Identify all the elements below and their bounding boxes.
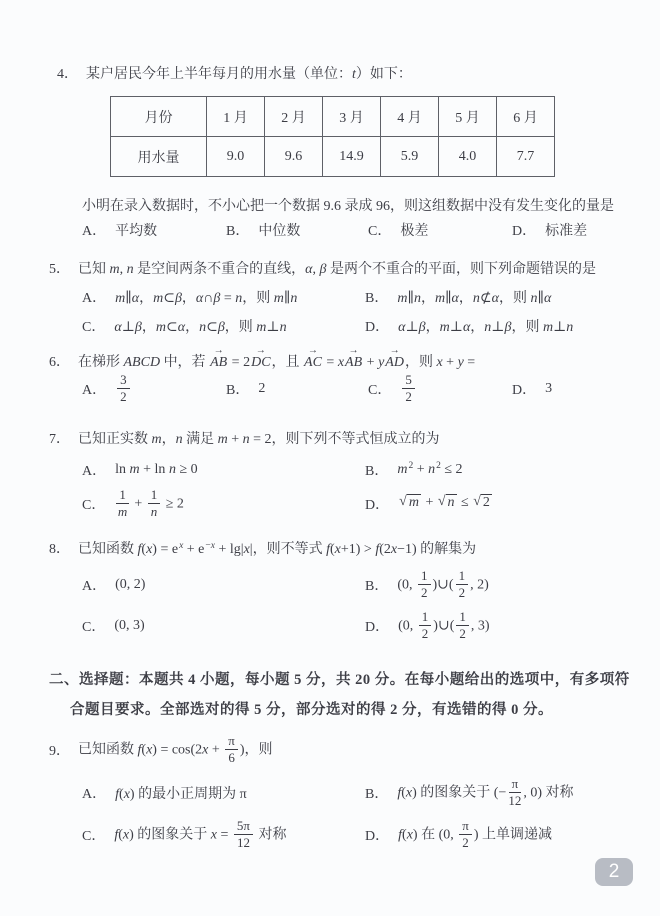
table-cell: 7.7: [497, 137, 555, 177]
option-c-text: $\frac{5}{2}$: [400, 374, 417, 404]
option-b: [365, 288, 551, 306]
question-7: [49, 428, 440, 448]
option-c-text: 极差: [400, 224, 429, 239]
question-7-options-row-1: [82, 461, 642, 479]
question-5-options-row-1: [82, 288, 642, 306]
option-d-text: (0, $\frac{1}{2}$ )∪( $\frac{1}{2}$ , 3): [398, 608, 490, 641]
option-c-label: C．: [368, 383, 392, 398]
option-d: [512, 370, 552, 408]
option-c: [82, 606, 145, 646]
option-c: [368, 221, 428, 239]
question-5: [49, 258, 596, 278]
question-6: [49, 351, 475, 371]
option-d-label: D．: [365, 620, 390, 635]
option-c-text: f(x) 的图象关于 x = $\frac{5\pi}{12}$ 对称: [114, 817, 287, 850]
option-d-label: D．: [512, 383, 537, 398]
option-d: [365, 317, 573, 335]
option-d-label: D．: [512, 224, 537, 239]
option-b: [365, 565, 489, 605]
option-a-label: A．: [82, 224, 107, 239]
table-cell: 6 月: [497, 97, 555, 137]
table-cell: 9.6: [265, 137, 323, 177]
question-4-number: 4．: [57, 67, 78, 82]
option-d-label: D．: [365, 498, 390, 513]
option-a: [82, 565, 145, 605]
question-6-stem: 在梯形 ABCD 中，若 → AB = 2→ DC，且 → AC = x→ AB + y→ AD，则 x + y =: [78, 351, 475, 371]
option-b-text: $m^2 + n^2 \le 2$: [397, 460, 463, 477]
table-cell: 1 月: [207, 97, 265, 137]
option-a: [82, 461, 198, 479]
question-4: [57, 63, 412, 83]
option-c: [368, 370, 417, 408]
table-cell: 5 月: [439, 97, 497, 137]
table-cell: 5.9: [381, 137, 439, 177]
table-header-row: [111, 97, 555, 137]
page-number-badge: 2: [595, 858, 633, 886]
option-a: [82, 370, 132, 408]
question-7-stem: 已知正实数 m，n 满足 m + n = 2，则下列不等式恒成立的为: [78, 432, 440, 447]
option-b-label: B．: [226, 224, 250, 239]
option-a-text: (0, 2): [115, 577, 146, 592]
option-b-label: B．: [365, 291, 389, 306]
option-c: [82, 317, 287, 335]
option-b: [226, 370, 265, 408]
option-c-label: C．: [82, 620, 106, 635]
question-4-note: 小明在录入数据时，不小心把一个数据 9.6 录成 96，则这组数据中没有发生变化的量是: [82, 199, 614, 214]
question-9-options-row-1: [82, 774, 642, 812]
table-cell-month-label: 月份: [111, 97, 207, 137]
table-cell: 3 月: [323, 97, 381, 137]
option-d-label: D．: [365, 320, 390, 335]
section-2-header-line-2: 合题目要求。全部选对的得 5 分，部分选对的得 2 分，有选错的得 0 分。: [70, 702, 553, 718]
question-5-options-row-2: [82, 317, 642, 335]
option-a-text: f(x) 的最小正周期为 π: [115, 787, 247, 802]
question-5-stem: 已知 m, n 是空间两条不重合的直线，α, β 是两个不重合的平面，则下列命题错误的是: [78, 262, 596, 277]
option-d-text: 3: [545, 381, 553, 396]
option-d-label: D．: [365, 829, 390, 844]
option-d-text: √ m + √ n ≤ √ 2: [399, 494, 490, 511]
option-a-label: A．: [82, 383, 107, 398]
option-d: [365, 606, 490, 646]
table-cell: 4.0: [439, 137, 497, 177]
option-b-text: f(x) 的图象关于 (− $\frac{\pi}{12}$ , 0) 对称: [397, 775, 574, 808]
question-9-number: 9．: [49, 744, 70, 759]
option-c: [82, 816, 287, 854]
option-b: [365, 461, 463, 479]
question-5-number: 5．: [49, 262, 70, 277]
table-cell: 9.0: [207, 137, 265, 177]
table-cell: 2 月: [265, 97, 323, 137]
question-8-options-row-1: [82, 565, 642, 605]
option-b-label: B．: [365, 579, 389, 594]
option-d-text: 标准差: [545, 224, 588, 239]
question-8-number: 8．: [49, 542, 70, 557]
option-b-text: m∥n，m∥α，n⊄α，则 n∥α: [397, 291, 552, 306]
water-usage-table: [110, 96, 555, 177]
option-c-text: α⊥β，m⊂α，n⊂β，则 m⊥n: [114, 320, 287, 335]
option-a-label: A．: [82, 291, 107, 306]
question-9-stem: 已知函数 f(x) = cos(2x + $\frac{\pi}{6}$ )，则: [78, 732, 273, 765]
section-2-header-line-1: [49, 668, 630, 689]
option-b-label: B．: [365, 787, 389, 802]
table-cell: 4 月: [381, 97, 439, 137]
option-a-label: A．: [82, 787, 107, 802]
option-b: [365, 774, 574, 812]
question-8: [49, 538, 476, 558]
table-cell-usage-label: 用水量: [111, 137, 207, 177]
option-a-label: A．: [82, 464, 107, 479]
option-a-text: 平均数: [115, 224, 158, 239]
option-a: [82, 221, 157, 239]
option-c-label: C．: [82, 498, 106, 513]
option-a: [82, 288, 297, 306]
option-c-label: C．: [368, 224, 392, 239]
question-6-number: 6．: [49, 355, 70, 370]
question-4-stem: 某户居民今年上半年每月的用水量（单位：t）如下：: [86, 67, 412, 82]
option-b-label: B．: [226, 383, 250, 398]
question-9-options-row-2: [82, 816, 642, 854]
option-d: [365, 816, 552, 854]
option-c-label: C．: [82, 829, 106, 844]
question-4-options: [82, 221, 642, 239]
section-2-number: 二、: [49, 672, 79, 688]
option-a-text: ln m + ln n ≥ 0: [115, 462, 198, 477]
option-d: [365, 485, 493, 523]
table-cell: 14.9: [323, 137, 381, 177]
option-a-text: m∥α，m⊂β，α∩β = n，则 m∥n: [115, 291, 298, 306]
option-b-text: 2: [258, 381, 266, 396]
question-7-number: 7．: [49, 432, 70, 447]
question-8-options-row-2: [82, 606, 642, 646]
option-d-text: α⊥β，m⊥α，n⊥β，则 m⊥n: [398, 320, 574, 335]
question-8-stem: 已知函数 $f(x) = e^x + e^{-x} + \lg|x|$，则不等式 f(x+1) > f(2x−1) 的解集为: [78, 540, 477, 557]
option-c-text: (0, 3): [114, 618, 145, 633]
option-b-text: 中位数: [258, 224, 301, 239]
option-d-text: f(x) 在 (0, $\frac{\pi}{2}$ ) 上单调递减: [398, 817, 552, 850]
option-c: [82, 485, 184, 523]
question-7-options-row-2: [82, 485, 642, 523]
option-a: [82, 774, 247, 812]
option-b-label: B．: [365, 464, 389, 479]
option-c-text: $\frac{1}{m}$ + $\frac{1}{n}$ ≥ 2: [117, 486, 184, 519]
question-6-options: [82, 370, 642, 408]
option-a-label: A．: [82, 579, 107, 594]
option-b-text: (0, $\frac{1}{2}$ )∪( $\frac{1}{2}$ , 2): [397, 567, 489, 600]
section-2-text-1: 选择题：本题共 4 小题，每小题 5 分，共 20 分。在每小题给出的选项中，有多项符: [79, 672, 630, 688]
option-a-text: $\frac{3}{2}$: [115, 374, 132, 404]
option-d: [512, 221, 587, 239]
table-data-row: [111, 137, 555, 177]
question-9: [49, 733, 273, 767]
option-c-label: C．: [82, 320, 106, 335]
option-b: [226, 221, 300, 239]
